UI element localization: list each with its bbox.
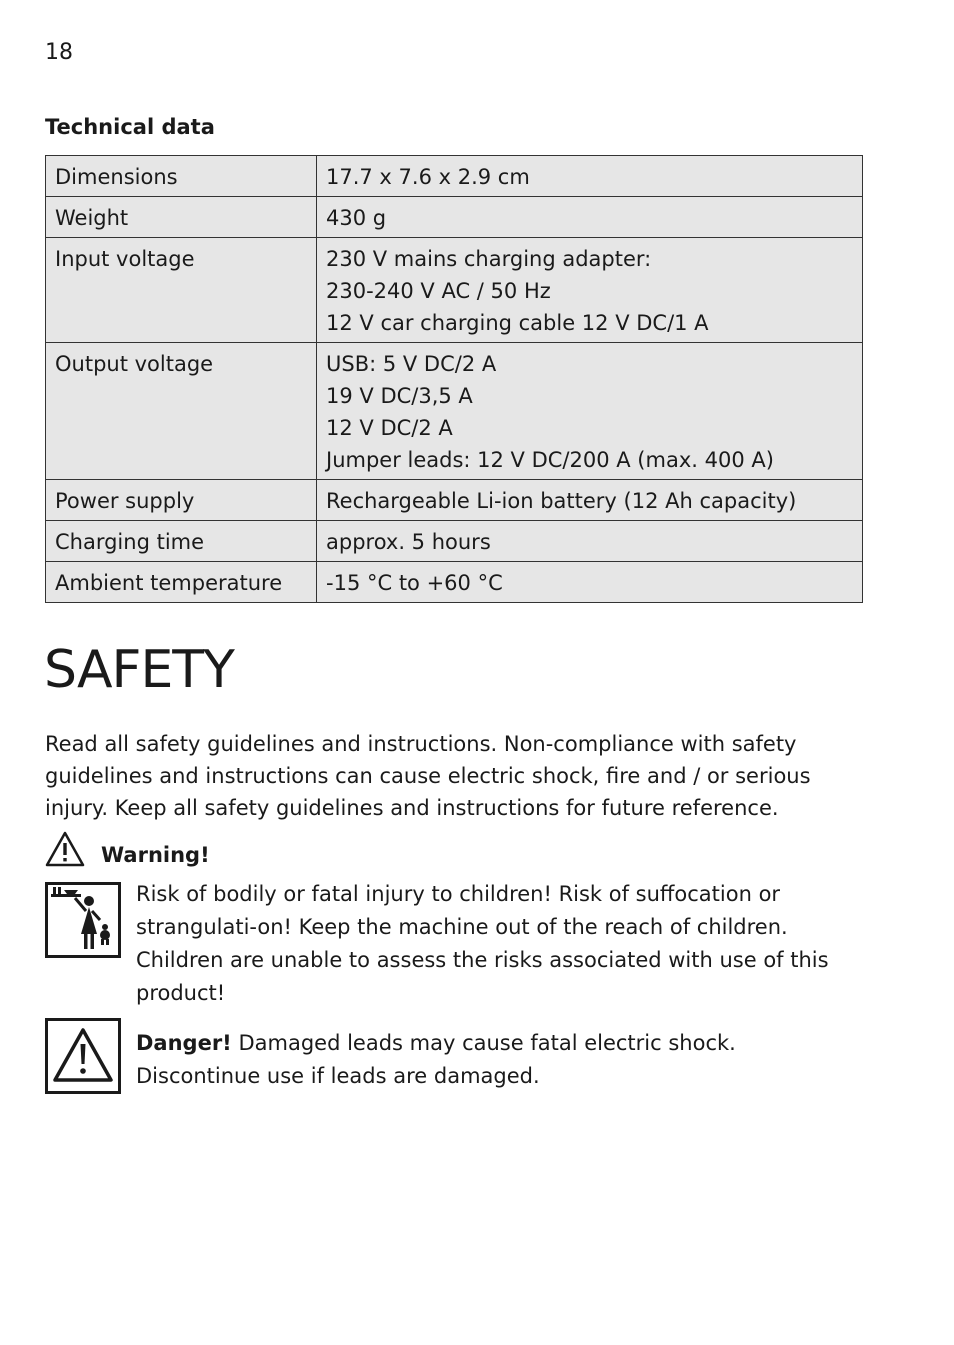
warning-heading [45,830,210,868]
warning-triangle-icon [45,830,85,868]
spec-value-line: approx. 5 hours [326,530,491,554]
table-row [46,562,863,603]
spec-label: Power supply [46,480,317,521]
warning-label: Warning! [101,843,210,867]
safety-intro: Read all safety guidelines and instructions. Non-compliance with safety guidelines and instructions can cause electric shock, fire and / or serious injury. Keep all safety guidelines and instructions for future reference. [45,732,811,820]
danger-text [136,1027,866,1093]
spec-label: Input voltage [46,238,317,343]
table-row [46,238,863,343]
spec-label: Dimensions [46,156,317,197]
spec-value-line: USB: 5 V DC/2 A [326,352,497,376]
spec-value [317,343,863,480]
spec-value [317,197,863,238]
table-row [46,197,863,238]
technical-data-title: Technical data [45,115,215,139]
safety-heading: SAFETY [44,640,234,700]
spec-value [317,562,863,603]
spec-value-line: 19 V DC/3,5 A [326,384,473,408]
keep-away-from-children-icon [45,882,121,958]
children-warning-text: Risk of bodily or fatal injury to children! Risk of suffocation or strangulati-on! Keep the machine out of the reach of children. Children are unable to assess the risks associated with use of this product! [136,882,829,1005]
table-row [46,521,863,562]
spec-label: Output voltage [46,343,317,480]
spec-value-line: 230-240 V AC / 50 Hz [326,279,551,303]
spec-value-line: -15 °C to +60 °C [326,571,503,595]
spec-value-line: Jumper leads: 12 V DC/200 A (max. 400 A) [326,448,774,472]
page-number: 18 [45,40,73,65]
spec-value-line: 230 V mains charging adapter: [326,247,652,271]
danger-exclamation-icon [45,1018,121,1094]
spec-value-line: Rechargeable Li-ion battery (12 Ah capacity) [326,489,797,513]
spec-value [317,238,863,343]
danger-label: Danger! [136,1031,232,1055]
table-row [46,343,863,480]
spec-label: Weight [46,197,317,238]
spec-value-line: 430 g [326,206,387,230]
danger-description: Damaged leads may cause fatal electric shock. Discontinue use if leads are damaged. [136,1031,736,1088]
spec-label: Ambient temperature [46,562,317,603]
spec-label: Charging time [46,521,317,562]
spec-value-line: 17.7 x 7.6 x 2.9 cm [326,165,530,189]
spec-value [317,156,863,197]
spec-value-line: 12 V car charging cable 12 V DC/1 A [326,311,709,335]
technical-data-table [45,155,863,603]
spec-value-line: 12 V DC/2 A [326,416,453,440]
table-row [46,156,863,197]
spec-value [317,480,863,521]
spec-value [317,521,863,562]
table-row [46,480,863,521]
